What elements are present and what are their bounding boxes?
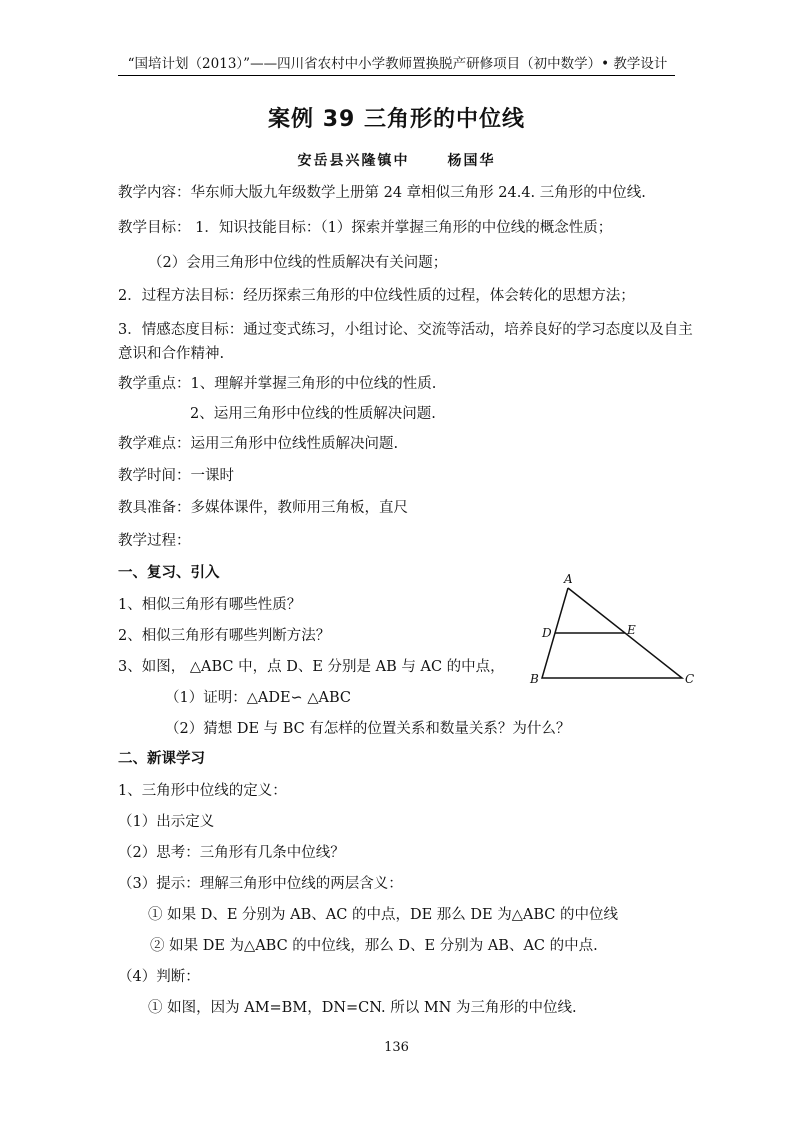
review-q3-part1: （1）证明：△ADE∽ △ABC: [165, 690, 351, 706]
definition-heading: 1、三角形中位线的定义：: [118, 783, 287, 799]
review-q1: 1、相似三角形有哪些性质？: [118, 597, 302, 613]
page-header: “国培计划（2013）”——四川省农村中小学教师置换脱产研修项目（初中数学）• 教学设计: [127, 56, 668, 72]
hint: （3）提示：理解三角形中位线的两层含义：: [118, 876, 403, 892]
teaching-process: 教学过程：: [118, 533, 191, 549]
label-e: E: [627, 623, 636, 637]
section-review-heading: 一、复习、引入: [118, 565, 220, 581]
meaning-2: ② 如果 DE 为△ABC 的中位线，那么 D、E 分别为 AB、AC 的中点.: [150, 938, 598, 954]
header-rule: [118, 75, 675, 76]
page-number: 136: [384, 1040, 409, 1055]
author-school: 安岳县兴隆镇中: [297, 153, 410, 169]
author-line: [0, 150, 793, 170]
label-d: D: [542, 626, 552, 640]
meaning-1: ① 如果 D、E 分别为 AB、AC 的中点，DE 那么 DE 为△ABC 的中位线: [148, 907, 618, 923]
label-a: A: [564, 572, 573, 586]
judge-heading: （4）判断：: [118, 969, 200, 985]
teaching-objectives: 教学目标： 1．知识技能目标：（1）探索并掌握三角形的中位线的概念性质；: [118, 220, 613, 236]
author-name: 杨国华: [447, 153, 496, 169]
objective-2: 2．过程方法目标：经历探索三角形的中位线性质的过程，体会转化的思想方法；: [118, 288, 635, 304]
teaching-aids: 教具准备：多媒体课件，教师用三角板，直尺: [118, 500, 408, 516]
review-q2: 2、相似三角形有哪些判断方法？: [118, 628, 331, 644]
judge-item-1: ① 如图，因为 AM=BM，DN=CN. 所以 MN 为三角形的中位线.: [148, 1000, 577, 1016]
difficult-point: 教学难点：运用三角形中位线性质解决问题.: [118, 436, 399, 452]
triangle-midline-figure: [520, 568, 700, 688]
document-title: 案例 39 三角形的中位线: [268, 107, 525, 132]
teaching-content: 教学内容：华东师大版九年级数学上册第 24 章相似三角形 24.4. 三角形的中位线.: [118, 185, 646, 201]
show-definition: （1）出示定义: [118, 814, 215, 830]
think-question: （2）思考：三角形有几条中位线？: [118, 845, 345, 861]
label-c: C: [685, 672, 695, 686]
review-q3-part2: （2）猜想 DE 与 BC 有怎样的位置关系和数量关系？为什么？: [165, 721, 571, 737]
section-new-lesson-heading: 二、新课学习: [118, 751, 205, 767]
teaching-time: 教学时间：一课时: [118, 468, 234, 484]
review-q3: 3、如图， △ABC 中，点 D、E 分别是 AB 与 AC 的中点，: [118, 659, 505, 675]
key-point-2: 2、运用三角形中位线的性质解决问题.: [190, 406, 436, 422]
label-b: B: [530, 672, 539, 686]
key-point-1: 教学重点：1、理解并掌握三角形的中位线的性质.: [118, 376, 437, 392]
objective-3-cont: 意识和合作精神.: [118, 346, 225, 362]
objective-1-2: （2）会用三角形中位线的性质解决有关问题；: [148, 255, 448, 271]
objective-3: 3．情感态度目标：通过变式练习，小组讨论、交流等活动，培养良好的学习态度以及自主: [118, 322, 693, 338]
